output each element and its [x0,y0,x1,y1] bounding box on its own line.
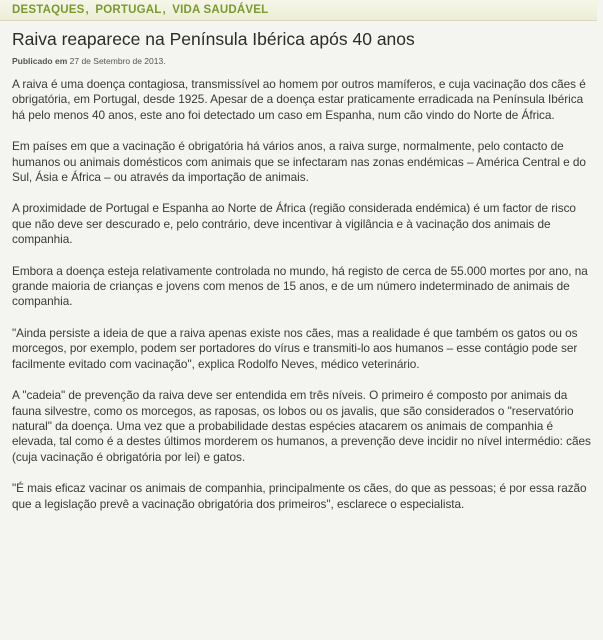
breadcrumb-link-destaques[interactable]: DESTAQUES [12,4,85,16]
article-paragraph: A raiva é uma doença contagiosa, transmissível ao homem por outros mamíferos, e cuja vacinação dos cães é obrigatória, em Portugal, desde 1925. Apesar de a doença estar praticamente erradicada na Península Ibérica há pelo menos 40 anos, este ano foi detectado um caso em Espanha, num cão vindo do Norte de África. [12,77,586,122]
article-paragraph: Embora a doença esteja relativamente controlada no mundo, há registo de cerca de 55.000 mortes por ano, na grande maioria de crianças e jovens com menos de 15 anos, e de um número indeterminado de animais de companhia. [12,263,588,309]
article-body [12,77,597,512]
publish-date-label: Publicado em [12,56,68,66]
breadcrumb-separator: , [162,4,166,16]
article-paragraph: Em países em que a vacinação é obrigatória há vários anos, a raiva surge, normalmente, pelo contacto de humanos ou animais domésticos com animais que se infectaram nas zonas endémicas – América Central e do Sul, Ásia e África – ou através da importação de animais. [12,139,586,185]
publish-date [12,55,597,67]
breadcrumb-separator: , [85,4,89,16]
breadcrumb [0,0,597,21]
publish-date-value: 27 de Setembro de 2013. [69,56,166,66]
article-paragraph: "Ainda persiste a ideia de que a raiva apenas existe nos cães, mas a realidade é que também os gatos ou os morcegos, por exemplo, podem ser portadores do vírus e transmiti-lo aos humanos – esse contágio pode ser facilmente evitado com vacinação", explica Rodolfo Neves, médico veterinário. [12,325,578,371]
article-paragraph: A proximidade de Portugal e Espanha ao Norte de África (região considerada endémica) é um factor de risco que não deve ser descurado e, pelo contrário, deve incentivar à vigilância e à vacinação dos animais de companhia. [12,201,576,247]
breadcrumb-link-portugal[interactable]: PORTUGAL [95,4,162,16]
article-title: Raiva reaparece na Península Ibérica após 40 anos [12,29,415,49]
article-paragraph: "É mais eficaz vacinar os animais de companhia, principalmente os cães, do que as pessoas; é por essa razão que a legislação prevê a vacinação obrigatória dos primeiros", esclarece o especialista. [12,481,587,511]
breadcrumb-link-vida-saudavel[interactable]: VIDA SAUDÁVEL [172,4,269,16]
article-paragraph: A "cadeia" de prevenção da raiva deve ser entendida em três níveis. O primeiro é composto por animais da fauna silvestre, como os morcegos, as raposas, os lobos ou os javalis, que são considerados o "reservatório natural" da doença. Uma vez que a probabilidade destas espécies atacarem os animais de companhia é elevada, tal como é a destes últimos morderem os humanos, a prevenção deve incidir no nível intermédio: cães (cuja vacinação é obrigatória por lei) e gatos. [12,388,591,464]
